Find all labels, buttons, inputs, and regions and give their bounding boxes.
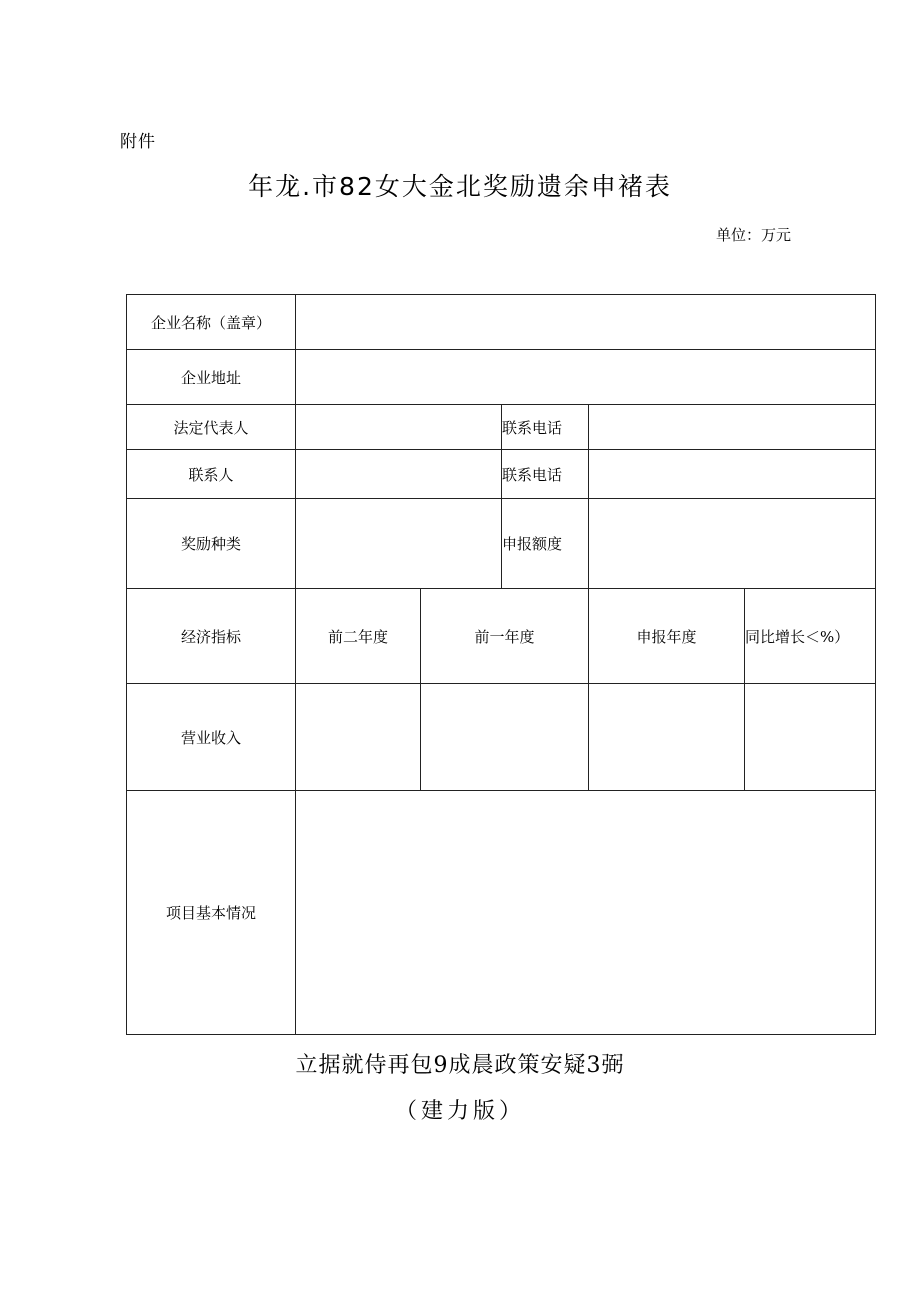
legal-rep-label: 法定代表人 [127,405,296,450]
phone-field-2[interactable] [589,450,876,499]
company-address-field[interactable] [296,350,876,405]
row-legal-rep [127,405,876,450]
phone-label-1: 联系电话 [502,405,589,450]
company-name-label: 企业名称（盖章） [127,295,296,350]
company-name-field[interactable] [296,295,876,350]
legal-rep-field[interactable] [296,405,502,450]
attachment-label: 附件 [120,132,156,152]
revenue-prev1-field[interactable] [421,684,589,791]
row-reward-type [127,499,876,589]
row-company-address [127,350,876,405]
contact-field[interactable] [296,450,502,499]
company-address-label: 企业地址 [127,350,296,405]
row-revenue [127,684,876,791]
phone-label-2: 联系电话 [502,450,589,499]
footer-line-2: （建力版） [394,1099,525,1124]
project-field[interactable] [296,791,876,1035]
row-econ-indicator [127,589,876,684]
declared-amount-label: 申报额度 [502,499,589,589]
col-header-prev1: 前一年度 [421,589,589,684]
application-form-table [126,294,876,1035]
footer-line-1: 立据就侍再包9成晨政策安疑3弼 [295,1053,625,1078]
row-project [127,791,876,1035]
row-company-name [127,295,876,350]
reward-type-label: 奖励种类 [127,499,296,589]
col-header-declared: 申报年度 [589,589,745,684]
col-header-prev2: 前二年度 [296,589,421,684]
revenue-yoy-field[interactable] [745,684,876,791]
econ-indicator-label: 经济指标 [127,589,296,684]
reward-type-field[interactable] [296,499,502,589]
declared-amount-field[interactable] [589,499,876,589]
project-label: 项目基本情况 [127,791,296,1035]
page-title: 年龙.市82女大金北奖励遗余申褚表 [248,172,672,201]
phone-field-1[interactable] [589,405,876,450]
unit-label: 单位：万元 [715,226,791,244]
row-contact [127,450,876,499]
revenue-prev2-field[interactable] [296,684,421,791]
revenue-label: 营业收入 [127,684,296,791]
contact-label: 联系人 [127,450,296,499]
col-header-yoy: 同比增长＜%） [745,589,876,684]
revenue-declared-field[interactable] [589,684,745,791]
